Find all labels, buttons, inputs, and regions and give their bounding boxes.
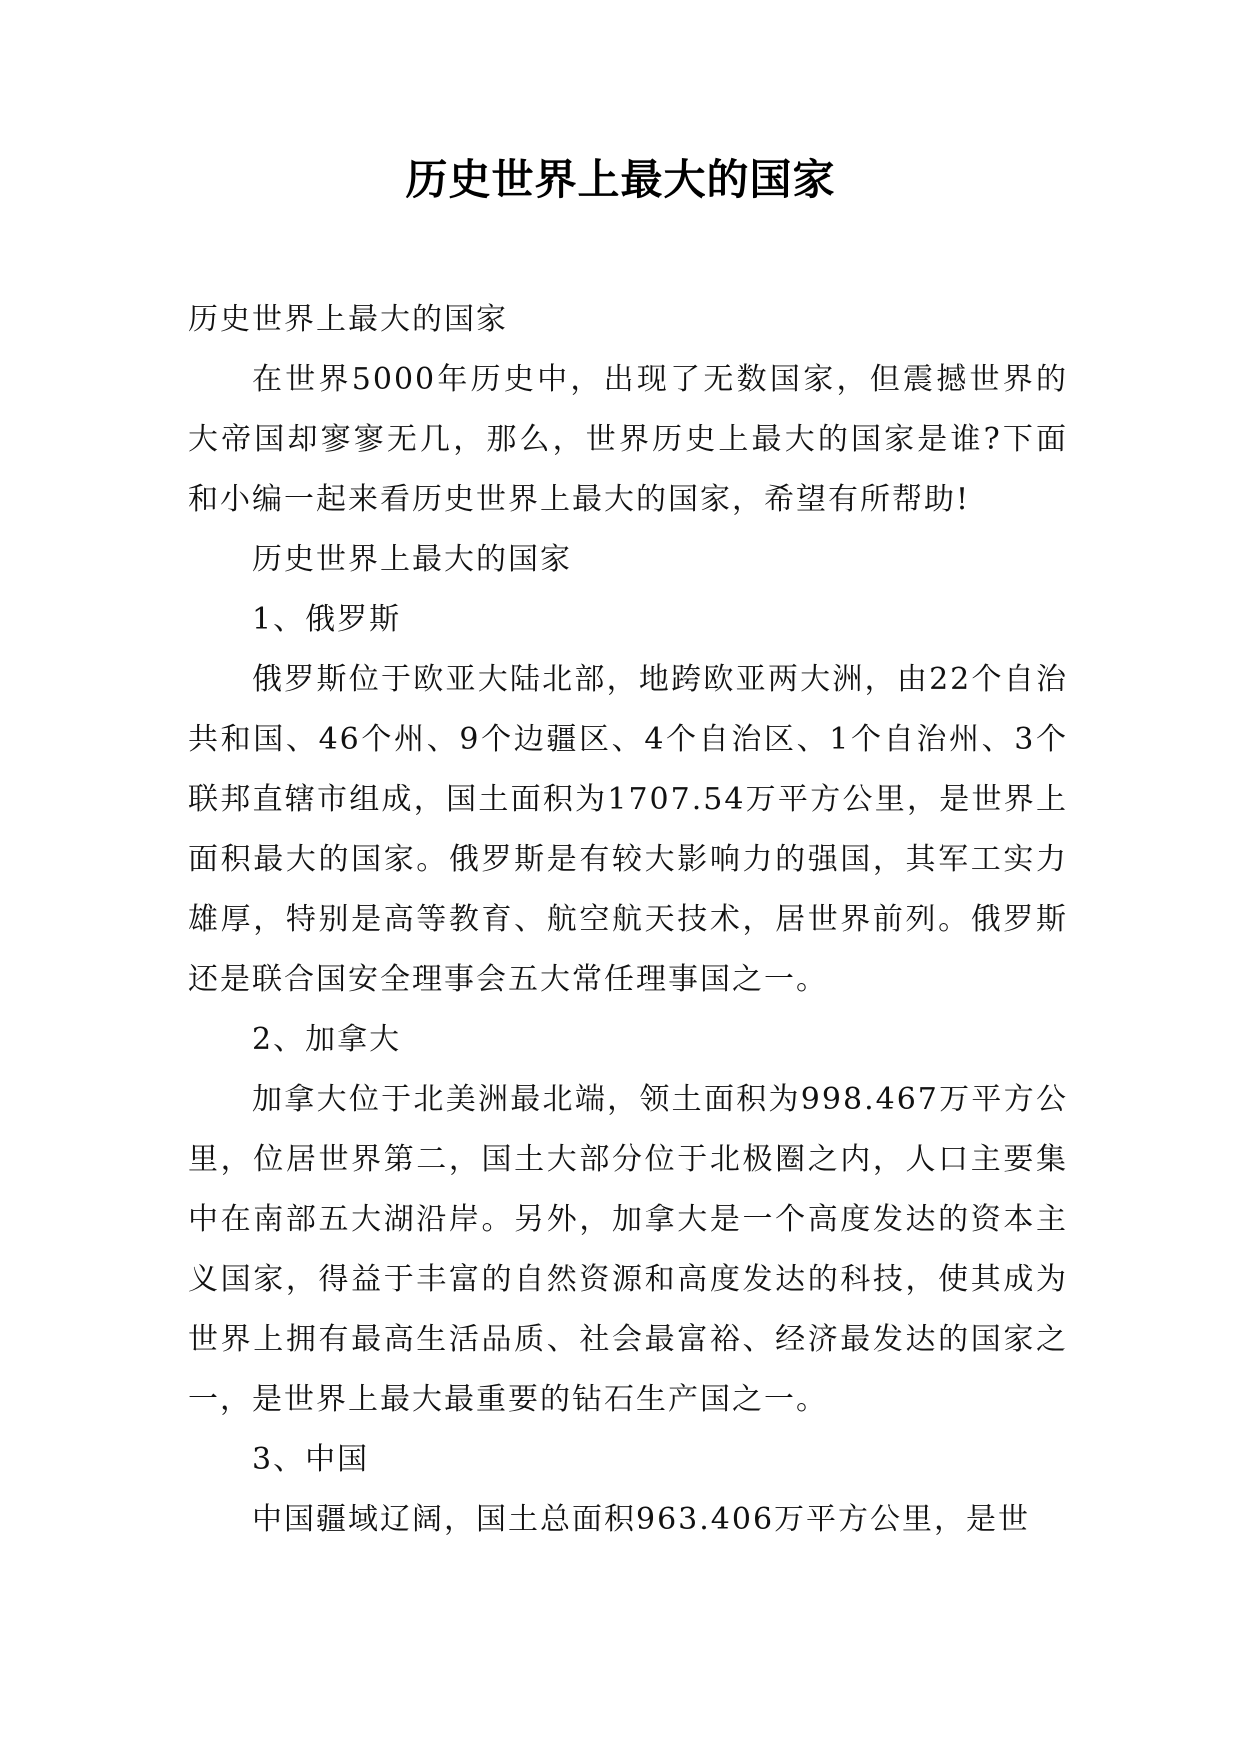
intro-heading: 历史世界上最大的国家 [188, 302, 508, 337]
item-paragraph-china: 中国疆域辽阔，国土总面积963.406万平方公里，是世 [252, 1502, 1031, 1537]
intro-paragraph: 在世界5000年历史中，出现了无数国家，但震撼世界的大帝国却寥寥无几，那么，世界历史上最大的国家是谁?下面和小编一起来看历史世界上最大的国家，希望有所帮助! [188, 362, 1068, 517]
section-heading: 历史世界上最大的国家 [252, 542, 572, 577]
item-heading-russia: 1、俄罗斯 [252, 602, 402, 637]
item-heading-china: 3、中国 [252, 1442, 370, 1477]
item-paragraph-russia: 俄罗斯位于欧亚大陆北部，地跨欧亚两大洲，由22个自治共和国、46个州、9个边疆区、4个自治区、1个自治州、3个联邦直辖市组成，国土面积为1707.54万平方公里，是世界上面积最大的国家。俄罗斯是有较大影响力的强国，其军工实力雄厚，特别是高等教育、航空航天技术，居世界前列。俄罗斯还是联合国安全理事会五大常任理事国之一。 [188, 662, 1068, 997]
item-heading-canada: 2、加拿大 [252, 1022, 402, 1057]
document-body [188, 290, 1068, 1550]
item-paragraph-canada: 加拿大位于北美洲最北端，领土面积为998.467万平方公里，位居世界第二，国土大部分位于北极圈之内，人口主要集中在南部五大湖沿岸。另外，加拿大是一个高度发达的资本主义国家，得益于丰富的自然资源和高度发达的科技，使其成为世界上拥有最高生活品质、社会最富裕、经济最发达的国家之一，是世界上最大最重要的钻石生产国之一。 [188, 1082, 1068, 1417]
page-title: 历史世界上最大的国家 [405, 155, 836, 204]
